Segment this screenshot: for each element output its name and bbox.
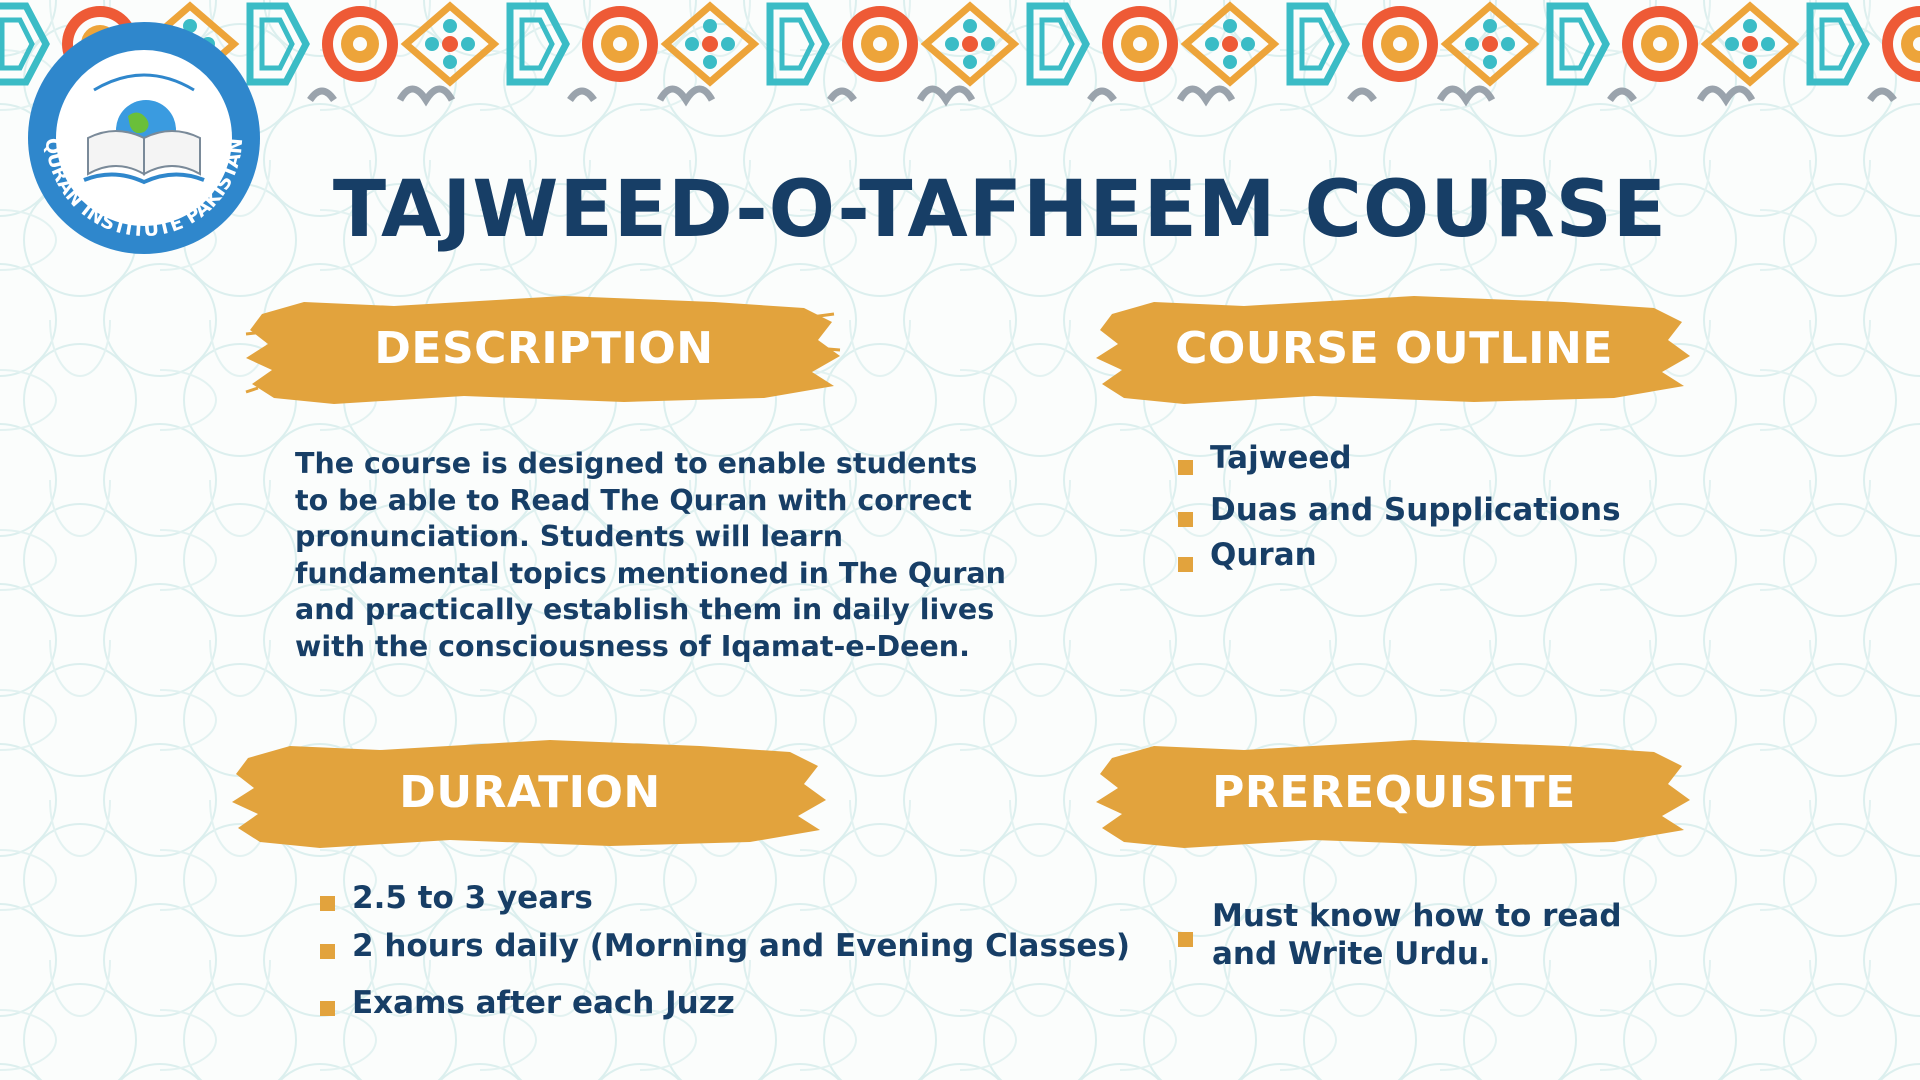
description-heading-label: DESCRIPTION [374,322,714,374]
list-item: Exams after each Juzz [320,985,1152,1021]
square-bullet-icon [1178,460,1193,475]
square-bullet-icon [320,896,335,911]
prerequisite-heading-label: PREREQUISITE [1212,766,1576,818]
svg-text:QURAN INSTITUTE PAKISTAN: QURAN INSTITUTE PAKISTAN [40,137,248,242]
square-bullet-icon [320,944,335,959]
list-item: 2 hours daily (Morning and Evening Classes) [320,928,1152,964]
prerequisite-line-1: Must know how to read [1212,898,1622,934]
prerequisite-heading [1094,732,1694,852]
duration-heading [230,732,830,852]
description-text: The course is designed to enable students to be able to Read The Quran with correct pronunciation. Students will learn fundamental topics mentioned in The Quran and practically establish them in daily lives with the consciousness of Iqamat-e-Deen. [295,447,1006,663]
page-title: TAJWEED-O-TAFHEEM COURSE [332,165,1668,255]
list-item: 2.5 to 3 years [320,880,1152,916]
course-outline-heading-label: COURSE OUTLINE [1175,322,1613,374]
prerequisite-text [1178,897,1622,973]
quran-institute-logo [24,18,264,258]
square-bullet-icon [320,1001,335,1016]
course-outline-heading [1094,288,1694,408]
decorative-tile-border [0,0,1920,118]
square-bullet-icon [1178,512,1193,527]
square-bullet-icon [1178,932,1193,947]
prerequisite-line-2: and Write Urdu. [1212,936,1491,972]
square-bullet-icon [1178,557,1193,572]
description-heading [244,288,844,408]
duration-heading-label: DURATION [399,766,661,818]
